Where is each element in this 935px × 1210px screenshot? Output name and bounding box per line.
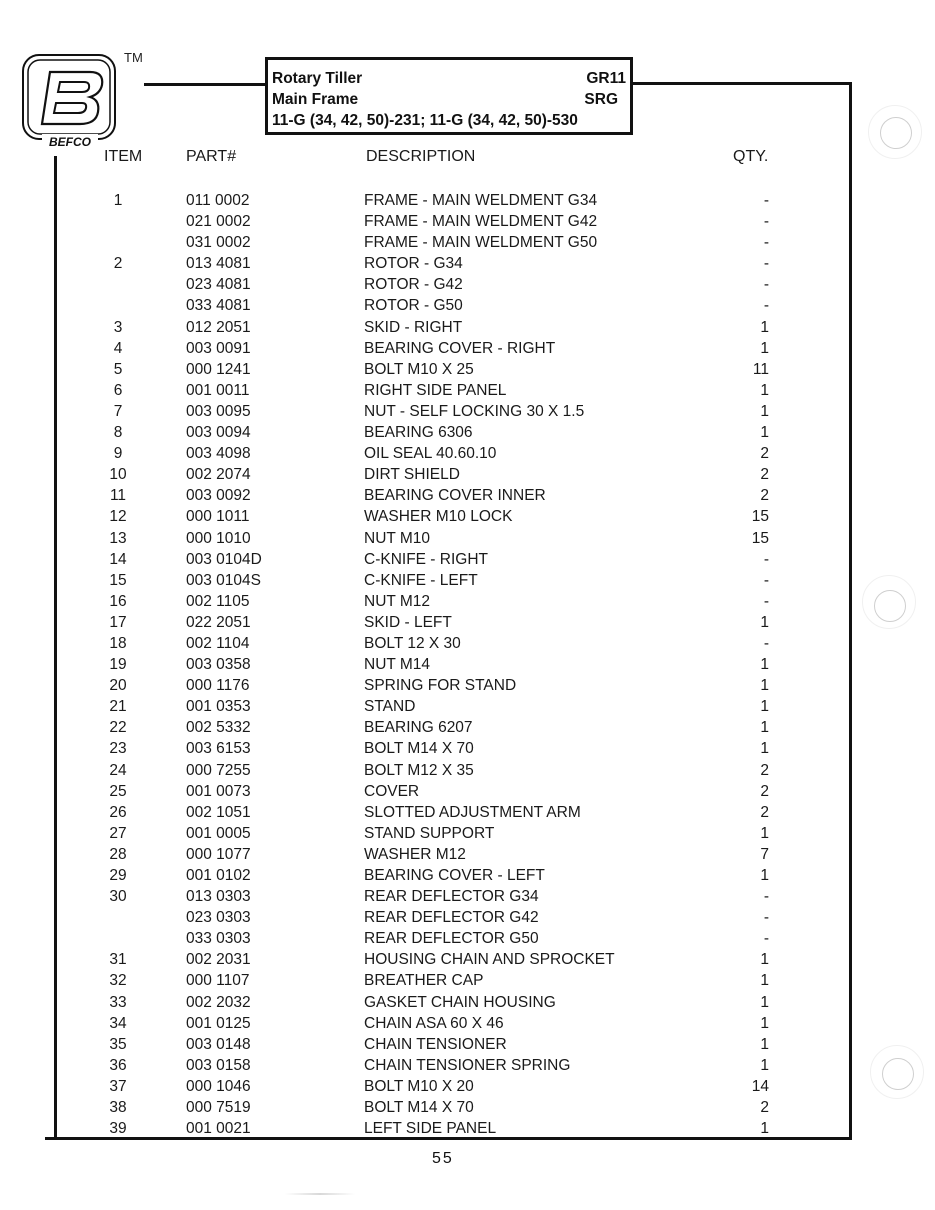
item-number: 39 — [109, 1120, 127, 1138]
quantity: - — [763, 592, 769, 610]
part-number: 023 0303 — [186, 909, 251, 927]
item-number: 31 — [109, 951, 127, 969]
part-number: 000 1241 — [186, 360, 251, 378]
item-number: 33 — [109, 993, 127, 1011]
part-number: 002 1051 — [186, 803, 251, 821]
part-description: SKID - RIGHT — [364, 318, 463, 336]
part-description: C-KNIFE - RIGHT — [364, 550, 488, 568]
table-row — [0, 1097, 935, 1118]
item-number: 9 — [113, 445, 123, 463]
part-description: DIRT SHIELD — [364, 466, 460, 484]
part-description: C-KNIFE - LEFT — [364, 571, 478, 589]
part-description: BOLT M14 X 70 — [364, 740, 474, 758]
part-description: CHAIN TENSIONER SPRING — [364, 1056, 571, 1074]
table-row — [0, 570, 935, 591]
part-number: 000 1046 — [186, 1077, 251, 1095]
section-code: SRG — [584, 91, 618, 108]
quantity: 1 — [760, 740, 769, 758]
part-description: SKID - LEFT — [364, 613, 452, 631]
part-number: 002 2031 — [186, 951, 251, 969]
quantity: 2 — [760, 803, 769, 821]
table-row — [0, 928, 935, 949]
item-number: 19 — [109, 656, 127, 674]
part-description: BEARING 6207 — [364, 719, 473, 737]
punch-hole-top — [880, 117, 912, 149]
quantity: 2 — [760, 487, 769, 505]
item-number: 13 — [109, 529, 127, 547]
punch-hole-middle — [874, 590, 906, 622]
part-number: 013 4081 — [186, 255, 251, 273]
column-header-description: DESCRIPTION — [366, 148, 476, 165]
item-number: 16 — [109, 592, 127, 610]
table-row — [0, 1118, 935, 1139]
part-number: 022 2051 — [186, 613, 251, 631]
product-name: Rotary Tiller — [272, 70, 363, 87]
table-row — [0, 823, 935, 844]
table-row — [0, 781, 935, 802]
table-row — [0, 844, 935, 865]
part-number: 001 0011 — [186, 381, 250, 399]
part-number: 003 0091 — [186, 339, 251, 357]
part-number: 001 0073 — [186, 782, 251, 800]
quantity: - — [763, 571, 769, 589]
item-number: 17 — [109, 613, 127, 631]
part-description: COVER — [364, 782, 420, 800]
quantity: - — [763, 930, 769, 948]
table-row — [0, 211, 935, 232]
part-number: 002 2032 — [186, 993, 251, 1011]
quantity: 1 — [760, 656, 769, 674]
item-number: 6 — [113, 381, 123, 399]
column-header-qty: QTY. — [733, 148, 769, 165]
part-description: BOLT 12 X 30 — [364, 634, 461, 652]
part-description: OIL SEAL 40.60.10 — [364, 445, 497, 463]
item-number: 15 — [109, 571, 127, 589]
part-number: 003 6153 — [186, 740, 251, 758]
part-number: 003 0158 — [186, 1056, 251, 1074]
quantity: 2 — [760, 782, 769, 800]
table-row — [0, 274, 935, 295]
befco-logo-icon — [20, 52, 130, 152]
part-description: FRAME - MAIN WELDMENT G50 — [364, 234, 598, 252]
part-description: REAR DEFLECTOR G50 — [364, 930, 539, 948]
model-numbers: 11-G (34, 42, 50)-231; 11-G (34, 42, 50)-530 — [272, 112, 578, 129]
part-description: STAND — [364, 698, 416, 716]
item-number: 36 — [109, 1056, 127, 1074]
part-number: 003 0148 — [186, 1035, 251, 1053]
table-row — [0, 760, 935, 781]
table-row — [0, 696, 935, 717]
item-number: 27 — [109, 824, 127, 842]
quantity: 1 — [760, 339, 769, 357]
part-number: 002 1105 — [186, 592, 250, 610]
part-description: BEARING COVER - LEFT — [364, 867, 545, 884]
quantity: 1 — [760, 993, 769, 1011]
table-row — [0, 865, 935, 886]
table-row — [0, 190, 935, 211]
quantity: 1 — [760, 824, 769, 842]
trademark-label: TM — [124, 50, 143, 65]
title-row-models — [272, 110, 626, 131]
table-row — [0, 506, 935, 527]
part-number: 002 1104 — [186, 634, 250, 652]
section-name: Main Frame — [272, 91, 359, 108]
part-description: CHAIN TENSIONER — [364, 1035, 507, 1053]
part-description: NUT M10 — [364, 529, 431, 547]
quantity: 1 — [760, 719, 769, 737]
part-number: 000 1010 — [186, 529, 251, 547]
table-row — [0, 907, 935, 928]
table-row — [0, 1076, 935, 1097]
quantity: 1 — [760, 698, 769, 716]
quantity: 1 — [760, 951, 769, 969]
parts-table — [0, 190, 935, 1139]
item-number: 35 — [109, 1035, 127, 1053]
part-description: HOUSING CHAIN AND SPROCKET — [364, 951, 615, 969]
part-description: SLOTTED ADJUSTMENT ARM — [364, 803, 581, 821]
item-number: 8 — [113, 424, 123, 442]
part-number: 002 5332 — [186, 719, 251, 737]
part-description: BREATHER CAP — [364, 972, 484, 990]
item-number: 11 — [109, 487, 127, 505]
item-number: 3 — [113, 318, 123, 336]
befco-logo — [20, 52, 130, 152]
table-row — [0, 675, 935, 696]
table-row — [0, 738, 935, 759]
quantity: - — [763, 909, 769, 927]
quantity: 1 — [760, 1120, 769, 1138]
table-row — [0, 359, 935, 380]
part-number: 000 1176 — [186, 677, 250, 695]
part-description: BEARING COVER INNER — [364, 487, 546, 505]
quantity: - — [763, 192, 769, 209]
quantity: 1 — [760, 424, 769, 442]
part-description: SPRING FOR STAND — [364, 677, 517, 695]
part-description: ROTOR - G34 — [364, 255, 463, 273]
part-description: FRAME - MAIN WELDMENT G34 — [364, 192, 598, 209]
quantity: 2 — [760, 445, 769, 463]
item-number: 1 — [113, 192, 123, 209]
quantity: 2 — [760, 466, 769, 484]
part-number: 033 0303 — [186, 930, 251, 948]
quantity: 1 — [760, 613, 769, 631]
item-number: 25 — [109, 782, 127, 800]
quantity: 1 — [760, 1014, 769, 1032]
part-description: ROTOR - G42 — [364, 276, 463, 294]
part-description: REAR DEFLECTOR G42 — [364, 909, 539, 927]
part-description: WASHER M10 LOCK — [364, 508, 513, 526]
table-row — [0, 633, 935, 654]
part-number: 001 0102 — [186, 867, 251, 884]
part-description: GASKET CHAIN HOUSING — [364, 993, 556, 1011]
item-number: 32 — [109, 972, 127, 990]
scan-smudge — [285, 1193, 355, 1195]
part-description: RIGHT SIDE PANEL — [364, 381, 507, 399]
quantity: - — [763, 888, 769, 906]
table-row — [0, 949, 935, 970]
item-number: 5 — [113, 360, 123, 378]
quantity: - — [763, 213, 769, 231]
table-row — [0, 802, 935, 823]
part-number: 001 0125 — [186, 1014, 251, 1032]
part-description: NUT M14 — [364, 656, 431, 674]
item-number: 12 — [109, 508, 127, 526]
part-number: 031 0002 — [186, 234, 251, 252]
item-number: 34 — [109, 1014, 127, 1032]
item-number: 30 — [109, 888, 127, 906]
column-header-item: ITEM — [104, 148, 143, 165]
table-row — [0, 992, 935, 1013]
part-description: BOLT M10 X 20 — [364, 1077, 474, 1095]
quantity: - — [763, 297, 769, 315]
quantity: - — [763, 550, 769, 568]
table-row — [0, 612, 935, 633]
product-code: GR11 — [586, 70, 626, 87]
part-number: 033 4081 — [186, 297, 251, 315]
part-description: BEARING COVER - RIGHT — [364, 339, 556, 357]
item-number: 20 — [109, 677, 127, 695]
title-box — [265, 57, 633, 135]
part-description: BOLT M14 X 70 — [364, 1099, 474, 1117]
header-rule-left — [144, 83, 266, 86]
part-number: 000 1011 — [186, 508, 250, 526]
part-number: 003 4098 — [186, 445, 251, 463]
quantity: 14 — [751, 1077, 769, 1095]
part-number: 000 7255 — [186, 761, 251, 779]
part-description: BOLT M12 X 35 — [364, 761, 474, 779]
quantity: 11 — [752, 360, 769, 378]
header-rule-right — [632, 82, 852, 85]
part-number: 001 0353 — [186, 698, 251, 716]
table-row — [0, 528, 935, 549]
table-row — [0, 380, 935, 401]
table-row — [0, 338, 935, 359]
title-row-section — [272, 89, 626, 110]
part-number: 000 1077 — [186, 845, 251, 863]
table-row — [0, 970, 935, 991]
part-number: 000 7519 — [186, 1099, 251, 1117]
part-number: 000 1107 — [186, 972, 250, 990]
part-description: NUT - SELF LOCKING 30 X 1.5 — [364, 402, 585, 420]
table-row — [0, 1034, 935, 1055]
item-number: 21 — [109, 698, 127, 716]
page-number: 55 — [432, 1150, 454, 1167]
item-number: 7 — [113, 402, 123, 420]
part-description: BOLT M10 X 25 — [364, 360, 474, 378]
part-number: 003 0094 — [186, 424, 251, 442]
table-row — [0, 654, 935, 675]
column-header-part: PART# — [186, 148, 237, 165]
quantity: 7 — [760, 845, 769, 863]
part-number: 021 0002 — [186, 213, 251, 231]
item-number: 4 — [113, 339, 123, 357]
part-number: 011 0002 — [186, 192, 250, 209]
item-number: 37 — [109, 1077, 127, 1095]
quantity: - — [763, 234, 769, 252]
part-number: 001 0005 — [186, 824, 251, 842]
item-number: 24 — [109, 761, 127, 779]
part-number: 003 0092 — [186, 487, 251, 505]
table-row — [0, 295, 935, 316]
part-number: 012 2051 — [186, 318, 251, 336]
table-row — [0, 443, 935, 464]
svg-text:BEFCO: BEFCO — [49, 135, 91, 149]
part-description: REAR DEFLECTOR G34 — [364, 888, 539, 906]
quantity: 1 — [760, 677, 769, 695]
table-row — [0, 253, 935, 274]
table-row — [0, 1013, 935, 1034]
quantity: 1 — [760, 318, 769, 336]
quantity: 1 — [760, 1056, 769, 1074]
part-description: STAND SUPPORT — [364, 824, 495, 842]
table-row — [0, 591, 935, 612]
quantity: 1 — [760, 381, 769, 399]
item-number: 23 — [109, 740, 127, 758]
part-number: 003 0358 — [186, 656, 251, 674]
table-row — [0, 485, 935, 506]
part-description: LEFT SIDE PANEL — [364, 1120, 497, 1138]
item-number: 26 — [109, 803, 127, 821]
table-row — [0, 1055, 935, 1076]
part-number: 002 2074 — [186, 466, 251, 484]
part-description: WASHER M12 — [364, 845, 466, 863]
item-number: 29 — [109, 867, 127, 884]
table-row — [0, 464, 935, 485]
part-description: BEARING 6306 — [364, 424, 473, 442]
quantity: - — [763, 276, 769, 294]
table-row — [0, 401, 935, 422]
quantity: 2 — [760, 761, 769, 779]
part-number: 001 0021 — [186, 1120, 251, 1138]
quantity: - — [763, 255, 769, 273]
item-number: 22 — [109, 719, 127, 737]
part-number: 003 0104S — [186, 571, 261, 589]
table-row — [0, 717, 935, 738]
item-number: 28 — [109, 845, 127, 863]
part-description: FRAME - MAIN WELDMENT G42 — [364, 213, 598, 231]
part-number: 003 0095 — [186, 402, 251, 420]
item-number: 10 — [109, 466, 127, 484]
quantity: 15 — [751, 508, 769, 526]
table-row — [0, 422, 935, 443]
item-number: 38 — [109, 1099, 127, 1117]
part-description: CHAIN ASA 60 X 46 — [364, 1014, 504, 1032]
punch-hole-bottom — [882, 1058, 914, 1090]
quantity: 1 — [760, 867, 769, 884]
quantity: 2 — [760, 1099, 769, 1117]
table-row — [0, 549, 935, 570]
item-number: 2 — [113, 255, 123, 273]
quantity: 1 — [760, 1035, 769, 1053]
quantity: - — [763, 634, 769, 652]
part-number: 003 0104D — [186, 550, 262, 568]
table-row — [0, 886, 935, 907]
part-number: 023 4081 — [186, 276, 251, 294]
quantity: 1 — [760, 972, 769, 990]
item-number: 18 — [109, 634, 127, 652]
part-number: 013 0303 — [186, 888, 251, 906]
quantity: 15 — [751, 529, 769, 547]
item-number: 14 — [109, 550, 127, 568]
table-row — [0, 317, 935, 338]
table-row — [0, 232, 935, 253]
quantity: 1 — [760, 402, 769, 420]
part-description: NUT M12 — [364, 592, 431, 610]
title-row-product — [272, 68, 626, 89]
part-description: ROTOR - G50 — [364, 297, 463, 315]
